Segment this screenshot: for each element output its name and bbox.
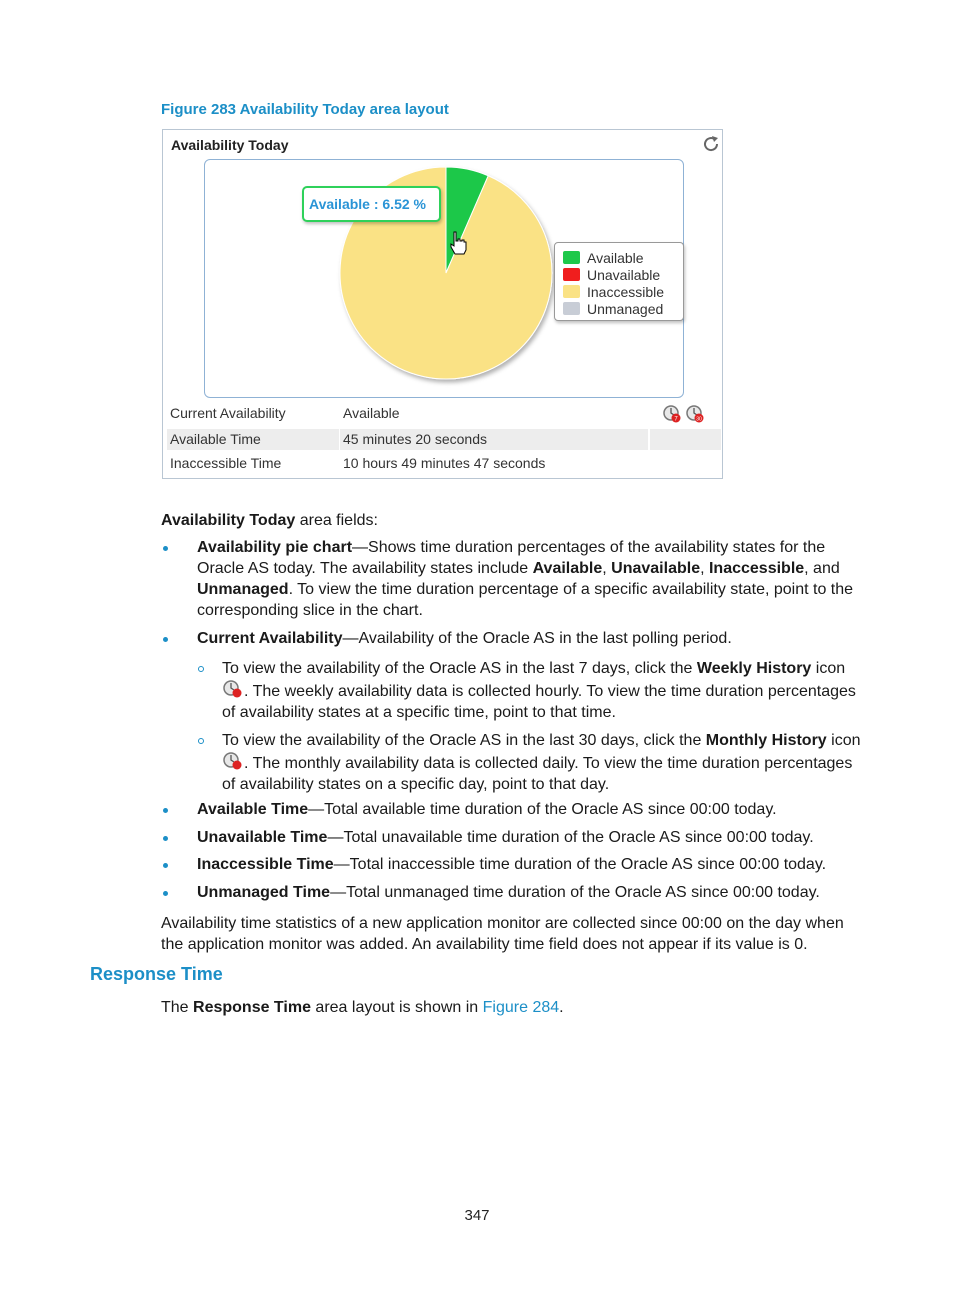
availability-today-panel (162, 129, 723, 479)
row-label: Available Time (167, 429, 339, 450)
legend-label: Unavailable (587, 266, 661, 283)
intro-text: area fields: (295, 512, 378, 529)
row-value: 10 hours 49 minutes 47 seconds (343, 455, 546, 471)
text: , (700, 560, 709, 577)
text: —Total available time duration of the Oracle AS since 00:00 today. (308, 801, 777, 818)
row-value: 45 minutes 20 seconds (340, 429, 648, 450)
sub-bullet (198, 666, 204, 672)
chart-area (204, 159, 684, 398)
text: , (602, 560, 612, 577)
bullet-dot (163, 546, 168, 551)
paragraph: Availability time statistics of a new application monitor are collected since 00:00 on the day when the application monitor was added. An availability time field does not appear if its value is 0. (161, 915, 844, 953)
bullet-dot (163, 637, 168, 642)
bullet-unavailable-time (197, 827, 867, 848)
legend-swatch (563, 268, 580, 281)
bullet-available-time (197, 799, 867, 820)
legend-swatch (563, 251, 580, 264)
weekly-history-icon[interactable] (664, 406, 681, 423)
bullet-inaccessible-time (197, 854, 867, 875)
text: . (559, 999, 564, 1016)
table-row (167, 453, 722, 474)
pie-tooltip: Available : 6.52 % (302, 186, 441, 222)
text: . The weekly availability data is collected hourly. To view the time duration percentages of availability states at a specific time, point to that time. (222, 683, 856, 721)
intro-line (161, 510, 866, 531)
legend-label: Unmanaged (587, 300, 664, 317)
bullet-current-availability (197, 628, 867, 649)
row-extra (650, 429, 721, 450)
monthly-history-icon[interactable] (687, 406, 704, 423)
text: —Total unavailable time duration of the Oracle AS since 00:00 today. (327, 829, 814, 846)
text: To view the availability of the Oracle AS in the last 7 days, click the (222, 660, 697, 677)
bullet-unmanaged-time (197, 882, 867, 903)
chart-legend (554, 242, 684, 321)
intro-term: Availability Today (161, 512, 296, 529)
row-label: Current Availability (170, 405, 286, 421)
text: —Shows time duration percentages of the availability states for the Oracle AS today. The availability states include (197, 539, 826, 577)
page-number: 347 (464, 1207, 490, 1224)
legend-label: Available (587, 249, 644, 266)
term: Monthly History (705, 732, 827, 749)
text: . To view the time duration percentage of a specific availability state, point to the corresponding slice in the chart. (197, 581, 854, 619)
legend-item-available[interactable] (563, 249, 683, 266)
figure-link[interactable]: Figure 284 (482, 999, 560, 1016)
svg-text:7: 7 (674, 416, 678, 423)
panel-title: Availability Today (171, 137, 289, 153)
hand-cursor-icon (448, 230, 468, 256)
bullet-pie-chart (197, 537, 867, 621)
text: , and (804, 560, 840, 577)
term: Unavailable Time (197, 829, 328, 846)
text: —Availability of the Oracle AS in the last polling period. (342, 630, 732, 647)
text: —Total unmanaged time duration of the Oracle AS since 00:00 today. (330, 884, 820, 901)
text: To view the availability of the Oracle AS in the last 30 days, click the (222, 732, 706, 749)
row-value: Available (343, 405, 400, 421)
bullet-dot (163, 808, 168, 813)
bullet-dot (163, 891, 168, 896)
term: Available Time (197, 801, 309, 818)
row-label: Inaccessible Time (170, 455, 282, 471)
legend-swatch (563, 302, 580, 315)
table-row (167, 429, 722, 450)
monthly-history-icon[interactable] (222, 751, 244, 771)
weekly-history-icon[interactable] (222, 679, 244, 699)
text: area layout is shown in (310, 999, 483, 1016)
term: Weekly History (696, 660, 812, 677)
response-time-intro (161, 997, 867, 1018)
legend-item-inaccessible[interactable] (563, 283, 683, 300)
bullet-dot (163, 836, 168, 841)
refresh-icon[interactable] (701, 134, 721, 154)
term: Inaccessible Time (197, 856, 334, 873)
text: The (161, 999, 194, 1016)
legend-label: Inaccessible (587, 283, 665, 300)
term: Availability pie chart (197, 539, 353, 556)
term: Current Availability (197, 630, 343, 647)
bullet-dot (163, 863, 168, 868)
text: icon (811, 660, 846, 677)
term: Response Time (193, 999, 311, 1016)
svg-text:30: 30 (696, 416, 702, 423)
history-icons (662, 403, 712, 425)
legend-item-unmanaged[interactable] (563, 300, 683, 317)
term: Unmanaged (197, 581, 289, 598)
figure-caption: Figure 283 Availability Today area layout (161, 101, 449, 118)
subbullet-monthly (222, 730, 867, 795)
term: Inaccessible (708, 560, 805, 577)
subbullet-weekly (222, 658, 867, 723)
term: Available (532, 560, 603, 577)
legend-item-unavailable[interactable] (563, 266, 683, 283)
sub-bullet (198, 738, 204, 744)
section-heading: Response Time (90, 964, 223, 984)
text: —Total inaccessible time duration of the Oracle AS since 00:00 today. (333, 856, 827, 873)
term: Unmanaged Time (197, 884, 331, 901)
term: Unavailable (611, 560, 701, 577)
text: . The monthly availability data is collected daily. To view the time duration percentages of availability states on a specific day, point to that day. (222, 755, 853, 793)
table-row (167, 403, 722, 424)
text: icon (826, 732, 861, 749)
legend-swatch (563, 285, 580, 298)
